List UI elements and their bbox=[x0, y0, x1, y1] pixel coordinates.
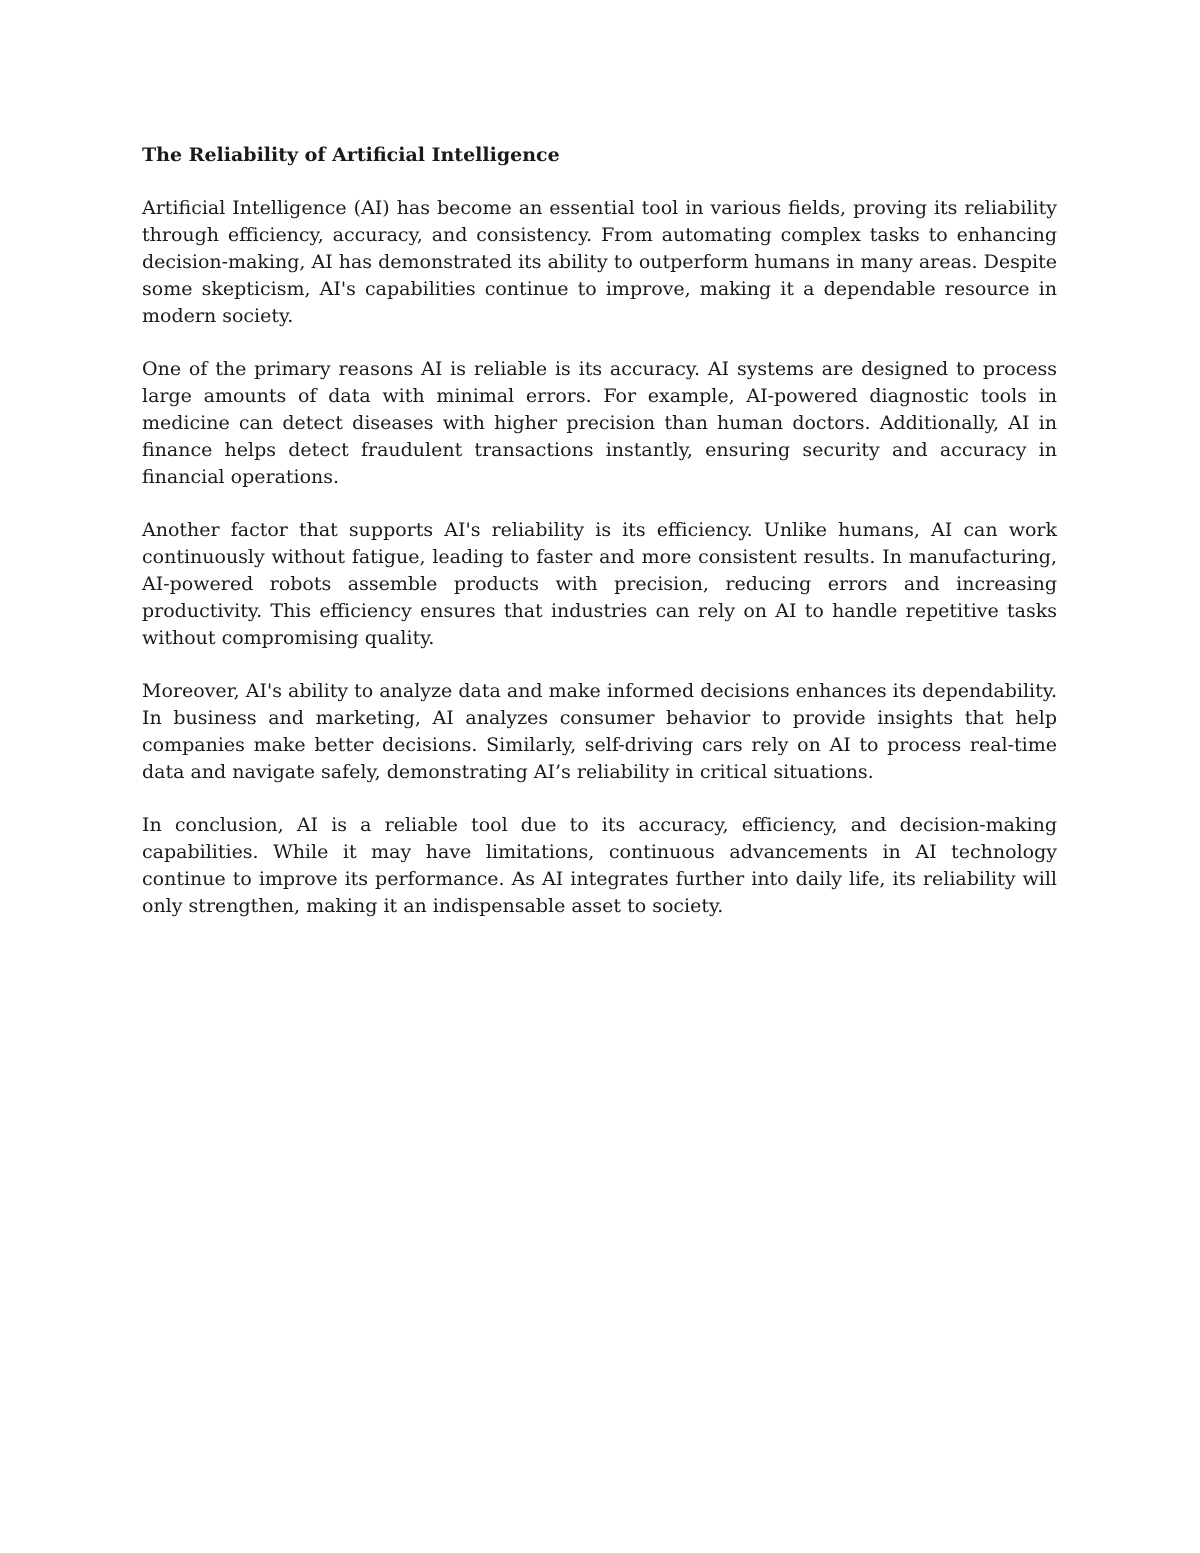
paragraph-conclusion: In conclusion, AI is a reliable tool due to its accuracy, efficiency, and decision-making capabilities. While it may have limitations, continuous advancements in AI technology continue to improve its performance. As AI integrates further into daily life, its reliability will only strengthen, making it an indispensable asset to society. bbox=[142, 814, 1057, 917]
paragraph-efficiency: Another factor that supports AI's reliability is its efficiency. Unlike humans, AI can work continuously without fatigue, leading to faster and more consistent results. In manufacturing, AI-powered robots assemble products with precision, reducing errors and increasing productivity. This efficiency ensures that industries can rely on AI to handle repetitive tasks without compromising quality. bbox=[142, 519, 1057, 649]
paragraph-accuracy: One of the primary reasons AI is reliable is its accuracy. AI systems are designed to process large amounts of data with minimal errors. For example, AI-powered diagnostic tools in medicine can detect diseases with higher precision than human doctors. Additionally, AI in finance helps detect fraudulent transactions instantly, ensuring security and accuracy in financial operations. bbox=[142, 358, 1057, 488]
paragraph-introduction: Artificial Intelligence (AI) has become an essential tool in various fields, proving its reliability through efficiency, accuracy, and consistency. From automating complex tasks to enhancing decision-making, AI has demonstrated its ability to outperform humans in many areas. Despite some skepticism, AI's capabilities continue to improve, making it a dependable resource in modern society. bbox=[142, 197, 1057, 327]
paragraph-decision-making: Moreover, AI's ability to analyze data and make informed decisions enhances its dependability. In business and marketing, AI analyzes consumer behavior to provide insights that help companies make better decisions. Similarly, self-driving cars rely on AI to process real-time data and navigate safely, demonstrating AI’s reliability in critical situations. bbox=[142, 680, 1057, 783]
document-title: The Reliability of Artificial Intelligence bbox=[142, 144, 560, 166]
document-body bbox=[142, 142, 1057, 946]
